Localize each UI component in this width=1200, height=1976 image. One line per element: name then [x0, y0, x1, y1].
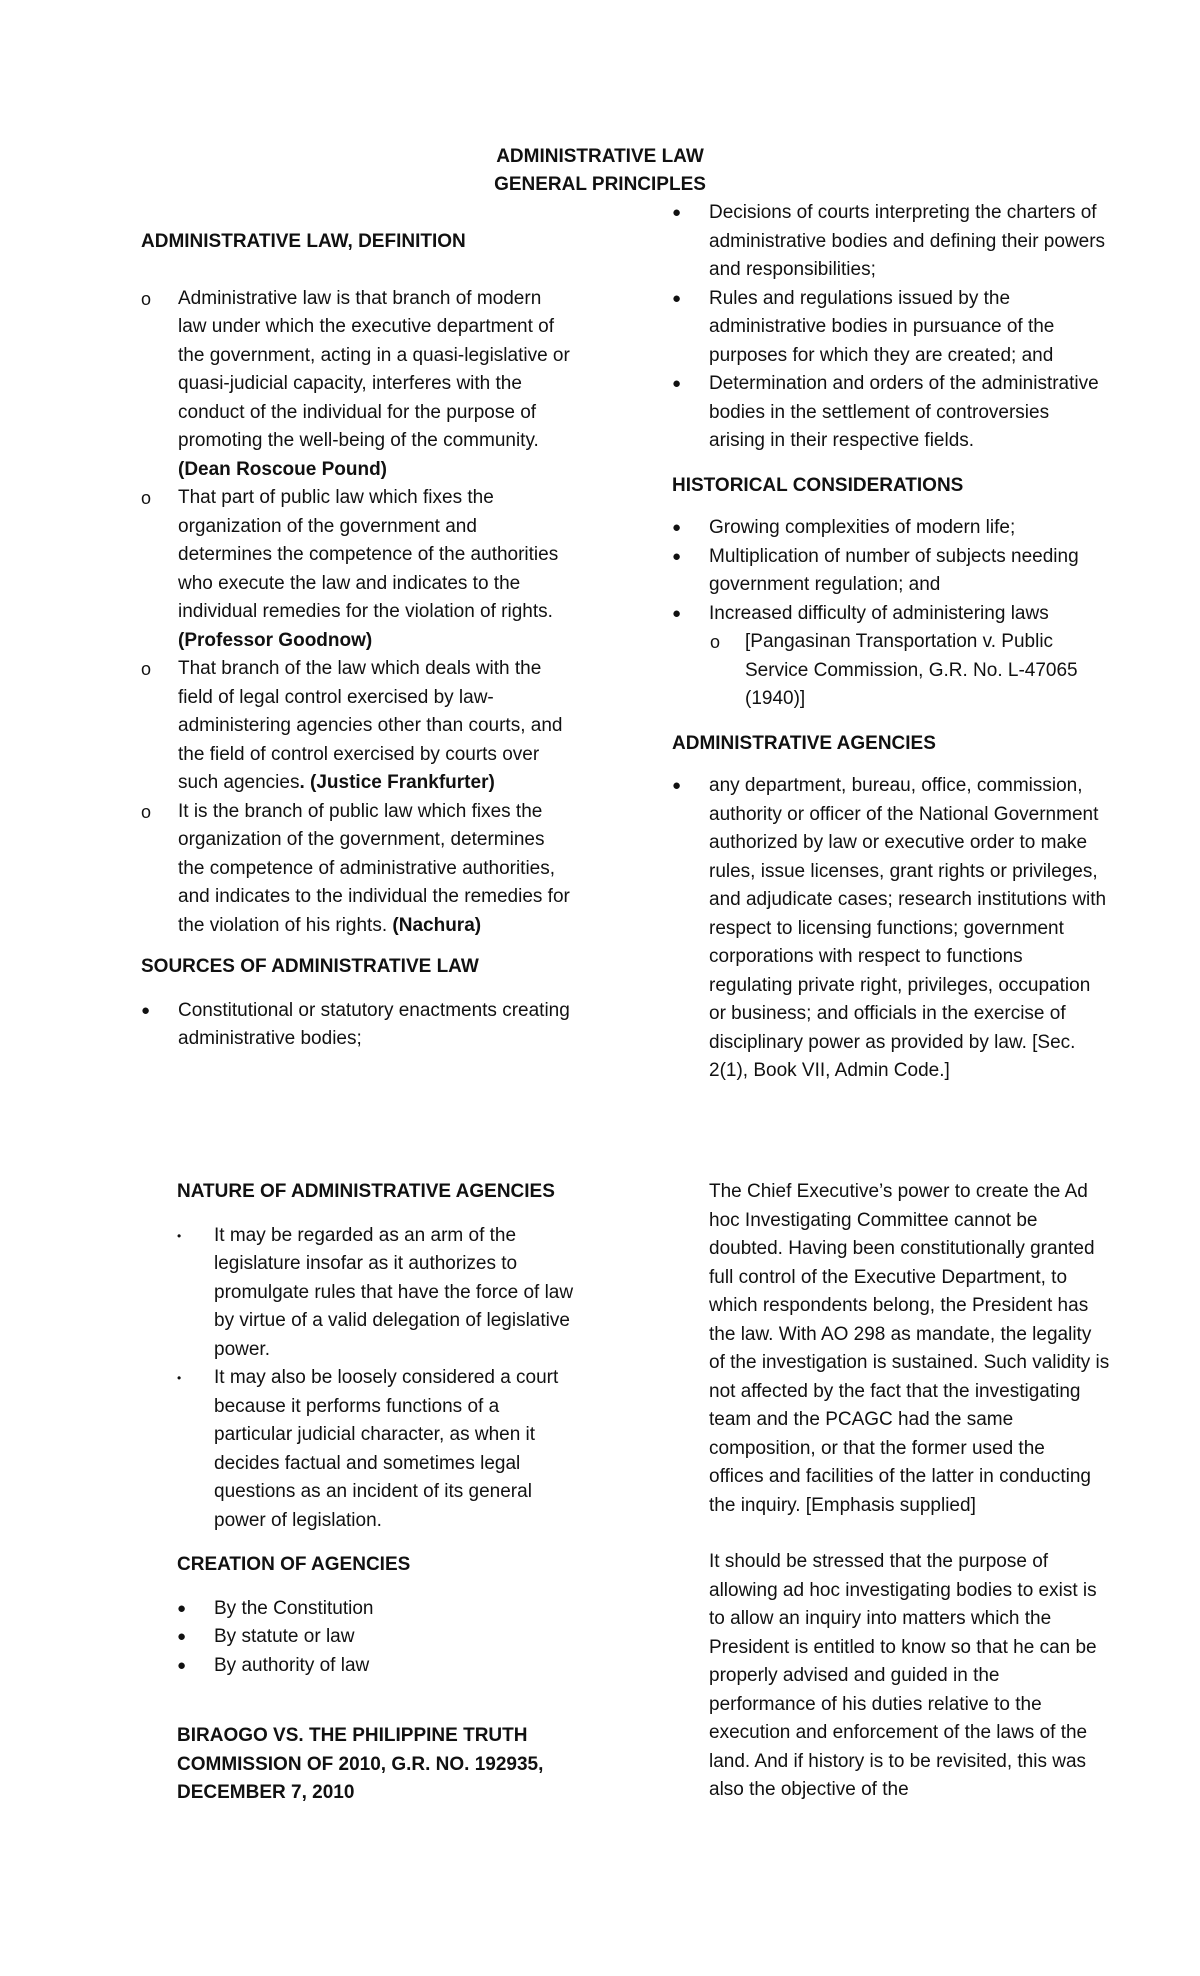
historical-list: [672, 514, 1107, 714]
circle-bullet-icon: o: [710, 632, 721, 652]
bullet-dot-icon: •: [177, 1228, 182, 1243]
bullet-dot-icon: ●: [672, 289, 682, 307]
circle-bullet-icon: o: [141, 801, 152, 822]
historical-item: ● Growing complexities of modern life;: [672, 514, 1107, 543]
source-item: ● Constitutional or statutory enactments creating administrative bodies;: [141, 997, 571, 1054]
creation-heading: CREATION OF AGENCIES: [177, 1554, 411, 1575]
source-item: ● Decisions of courts interpreting the charters of administrative bodies and defining their powers and responsibilities;: [672, 199, 1107, 285]
circle-bullet-icon: o: [141, 488, 152, 508]
creation-item: ● By the Constitution: [177, 1595, 577, 1624]
bullet-dot-icon: ●: [672, 204, 682, 221]
sources-heading: SOURCES OF ADMINISTRATIVE LAW: [141, 956, 479, 977]
bullet-dot-icon: ●: [177, 1599, 187, 1617]
right-column-top: [672, 199, 1107, 1086]
nature-item: • It may be regarded as an arm of the legislature insofar as it authorizes to promulgate rules that have the force of law by virtue of a valid delegation of legislative power.: [177, 1222, 577, 1365]
case-paragraph-1: The Chief Executive’s power to create the Ad hoc Investigating Committee cannot be doubted. Having been constitutionally granted full control of the Executive Department, to which respondents belong, the President has the law. With AO 298 as mandate, the legality of the investigation is sustained. Such validity is not affected by the fact that the investigating team and the PCAGC had the same composition, or that the former used the offices and facilities of the latter in conducting the inquiry. [Emphasis supplied]: [709, 1181, 1115, 1516]
bullet-dot-icon: ●: [672, 519, 682, 536]
right-column-bottom: [709, 1178, 1115, 1805]
bullet-dot-icon: ●: [672, 375, 682, 392]
definition-item: o That part of public law which fixes the organization of the government and determines the competence of the authorities who execute the law and indicates to the individual remedies for the violation of rights. (Professor Goodnow): [141, 484, 571, 655]
circle-bullet-icon: o: [141, 288, 152, 309]
circle-bullet-icon: o: [141, 659, 152, 679]
historical-citation: o [Pangasinan Transportation v. Public Service Commission, G.R. No. L-47065 (1940)]: [672, 628, 1107, 714]
sources-continued-list: [672, 199, 1107, 456]
creation-item: ● By authority of law: [177, 1652, 577, 1681]
source-item: ● Determination and orders of the administrative bodies in the settlement of controversies arising in their respective fields.: [672, 370, 1107, 456]
bullet-dot-icon: ●: [672, 547, 682, 565]
bullet-dot-icon: ●: [177, 1656, 187, 1674]
definition-item: o It is the branch of public law which fixes the organization of the government, determines the competence of administrative authorities, and indicates to the individual the remedies for the violation of his rights. (Nachura): [141, 798, 571, 941]
nature-list: [177, 1222, 577, 1536]
bullet-dot-icon: •: [177, 1371, 182, 1385]
agencies-heading: ADMINISTRATIVE AGENCIES: [672, 732, 936, 754]
agency-item: ● any department, bureau, office, commission, authority or officer of the National Government authorized by law or executive order to make rules, issue licenses, grant rights or privileges, and adjudicate cases; research institutions with respect to licensing functions; government corporations with respect to functions regulating private right, privileges, occupation or business; and officials in the exercise of disciplinary power as provided by law. [Sec. 2(1), Book VII, Admin Code.]: [672, 772, 1107, 1086]
definition-item: o That branch of the law which deals with the field of legal control exercised by law-administering agencies other than courts, and the field of control exercised by courts over such agencies. (Justice Frankfurter): [141, 655, 571, 798]
left-column-top: [141, 228, 571, 1054]
creation-list: [177, 1595, 577, 1681]
bullet-dot-icon: ●: [141, 1001, 151, 1019]
bullet-dot-icon: ●: [672, 777, 682, 794]
document-subtitle: GENERAL PRINCIPLES: [494, 174, 706, 195]
agencies-list: [672, 772, 1107, 1086]
sources-list: [141, 997, 571, 1054]
nature-item: • It may also be loosely considered a court because it performs functions of a particular judicial character, as when it decides factual and sometimes legal questions as an incident of its general power of legislation.: [177, 1364, 577, 1535]
historical-item: ● Multiplication of number of subjects needing government regulation; and: [672, 543, 1107, 600]
document-title: ADMINISTRATIVE LAW: [496, 146, 704, 167]
bullet-dot-icon: ●: [672, 604, 682, 622]
definition-list: [141, 285, 571, 941]
historical-item: ● Increased difficulty of administering laws: [672, 600, 1107, 629]
historical-heading: HISTORICAL CONSIDERATIONS: [672, 474, 964, 496]
source-item: ● Rules and regulations issued by the administrative bodies in pursuance of the purposes for which they are created; and: [672, 285, 1107, 371]
nature-heading: NATURE OF ADMINISTRATIVE AGENCIES: [177, 1181, 555, 1202]
definition-heading: ADMINISTRATIVE LAW, DEFINITION: [141, 231, 466, 252]
definition-item: o Administrative law is that branch of modern law under which the executive department of the government, acting in a quasi-legislative or quasi-judicial capacity, interferes with the conduct of the individual for the purpose of promoting the well-being of the community. (Dean Roscoue Pound): [141, 285, 571, 485]
creation-item: ● By statute or law: [177, 1623, 577, 1652]
left-column-bottom: [177, 1178, 577, 1808]
case-paragraph-2: It should be stressed that the purpose of allowing ad hoc investigating bodies to exist is to allow an inquiry into matters which the President is entitled to know so that he can be properly advised and guided in the performance of his duties relative to the execution and enforcement of the laws of the land. And if history is to be revisited, this was also the objective of the: [709, 1551, 1097, 1800]
case-heading: BIRAOGO VS. THE PHILIPPINE TRUTH COMMISSION OF 2010, G.R. NO. 192935, DECEMBER 7, 2010: [177, 1725, 544, 1803]
bullet-dot-icon: ●: [177, 1628, 187, 1645]
